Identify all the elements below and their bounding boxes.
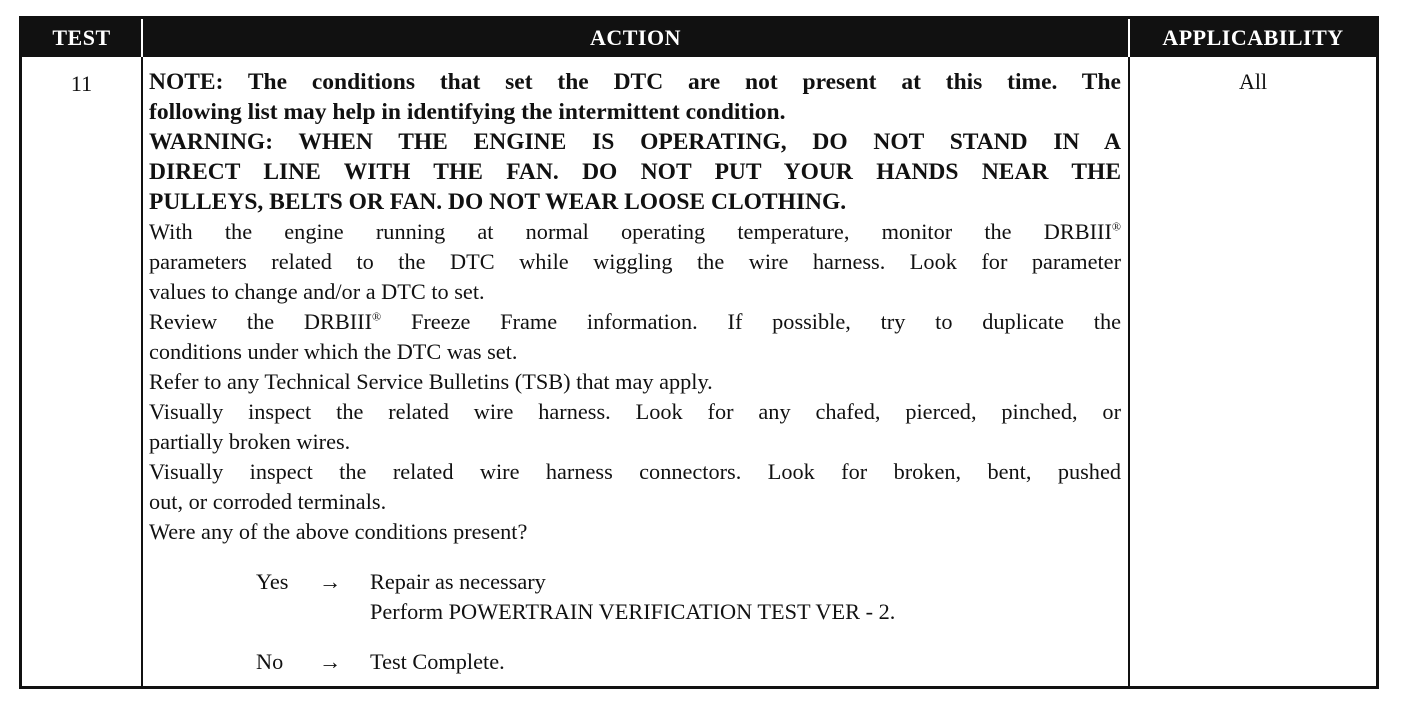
no-answer-row [149,647,1121,677]
arrow-icon: → [319,569,342,594]
paragraph-2-line-1: Review the DRBIII® Freeze Frame information. If possible, try to duplicate the [149,309,1122,334]
header-test: TEST [22,19,141,57]
no-result: Test Complete. [370,649,505,674]
no-label: No [256,649,284,674]
paragraph-4-line-1: Visually inspect the related wire harness. Look for any chafed, pierced, pinched, or [149,399,1121,424]
note-line-2: following list may help in identifying the intermittent condition. [149,99,786,125]
diagnostic-table [19,16,1379,689]
paragraph-1-line-3: values to change and/or a DTC to set. [149,279,485,304]
header-applicability: APPLICABILITY [1130,19,1376,57]
note-line-1: NOTE: The conditions that set the DTC are not present at this time. The [149,69,1121,95]
paragraph-1-line-2: parameters related to the DTC while wiggling the wire harness. Look for parameter [149,249,1121,274]
header-action: ACTION [143,19,1128,57]
yes-result-line-2: Perform POWERTRAIN VERIFICATION TEST VER - 2. [370,599,896,624]
column-divider-1 [141,57,143,686]
warning-line-2: DIRECT LINE WITH THE FAN. DO NOT PUT YOUR HANDS NEAR THE [149,159,1121,185]
paragraph-5-line-2: out, or corroded terminals. [149,489,387,514]
paragraph-2-line-2: conditions under which the DTC was set. [149,339,518,364]
column-divider-2 [1128,57,1130,686]
yes-result-line-1: Repair as necessary [370,569,546,594]
question: Were any of the above conditions present? [149,519,528,544]
paragraph-1-line-1: With the engine running at normal operating temperature, monitor the DRBIII® [149,219,1121,244]
applicability-value: All [1238,69,1268,94]
arrow-icon: → [319,649,342,674]
paragraph-3: Refer to any Technical Service Bulletins (TSB) that may apply. [149,369,713,394]
action-cell [149,67,1121,677]
paragraph-5-line-1: Visually inspect the related wire harness connectors. Look for broken, bent, pushed [149,459,1121,484]
warning-line-3: PULLEYS, BELTS OR FAN. DO NOT WEAR LOOSE CLOTHING. [149,189,847,215]
registered-mark: ® [372,309,382,324]
registered-mark: ® [1111,219,1121,234]
yes-answer-row-2 [149,597,1121,627]
test-number: 11 [70,71,93,96]
warning-line-1: WARNING: WHEN THE ENGINE IS OPERATING, DO NOT STAND IN A [149,129,1121,155]
yes-answer-row [149,567,1121,597]
yes-label: Yes [256,569,289,594]
paragraph-4-line-2: partially broken wires. [149,429,351,454]
